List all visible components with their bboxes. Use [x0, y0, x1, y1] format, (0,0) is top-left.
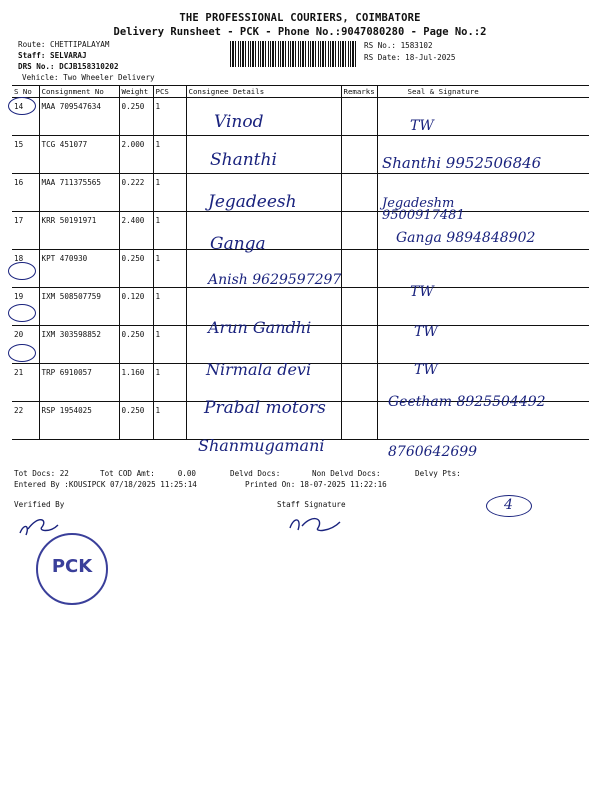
cell-sno: 20 — [12, 326, 39, 364]
handwritten-signature: TW — [414, 324, 438, 340]
cell-sno: 21 — [12, 364, 39, 402]
pck-stamp — [36, 533, 108, 605]
circle-mark — [8, 262, 36, 280]
col-header-weight: Weight — [119, 86, 153, 98]
entered-by: Entered By :KOUSIPCK 07/18/2025 11:25:14 — [14, 480, 197, 489]
cell-consignment: TCG 451077 — [39, 136, 119, 174]
cell-sno: 14 — [12, 98, 39, 136]
handwritten-consignee: Vinod — [214, 112, 264, 132]
barcode — [230, 41, 358, 67]
cell-consignment: IXM 303598852 — [39, 326, 119, 364]
handwritten-signature: Shanthi 9952506846 — [382, 154, 542, 172]
handwritten-signature: Geetham 8925504492 — [388, 394, 546, 410]
route-label: Route: CHETTIPALAYAM — [18, 40, 110, 49]
runsheet-subtitle: Delivery Runsheet - PCK - Phone No.:9047080280 - Page No.:2 — [113, 26, 487, 38]
cell-consignment: RSP 1954025 — [39, 402, 119, 440]
cell-weight: 0.250 — [119, 98, 153, 136]
cell-weight: 2.000 — [119, 136, 153, 174]
cell-sno: 22 — [12, 402, 39, 440]
cell-pcs: 1 — [153, 326, 186, 364]
staff-signature-label: Staff Signature — [277, 500, 346, 509]
cell-pcs: 1 — [153, 136, 186, 174]
handwritten-signature: TW — [414, 362, 438, 378]
handwritten-consignee: Shanthi — [210, 150, 277, 170]
handwritten-consignee: Arun Gandhi — [208, 318, 312, 337]
staff-initials-signature — [286, 508, 356, 536]
rs-date: RS Date: 18-Jul-2025 — [364, 53, 456, 62]
circle-mark — [8, 344, 36, 362]
non-delivered-docs: Non Delvd Docs: — [312, 469, 381, 478]
cell-pcs: 1 — [153, 288, 186, 326]
verified-by-label: Verified By — [14, 500, 65, 509]
handwritten-signature: TW — [410, 284, 434, 300]
cell-weight: 2.400 — [119, 212, 153, 250]
cell-pcs: 1 — [153, 250, 186, 288]
handwritten-consignee: Prabal motors — [204, 398, 326, 418]
cell-sno: 19 — [12, 288, 39, 326]
col-header-seal: Seal & Signature — [377, 86, 589, 98]
stamp-text: PCK — [51, 556, 93, 577]
rs-number: RS No.: 1583102 — [364, 41, 433, 50]
col-header-consignee: Consignee Details — [186, 86, 341, 98]
cell-weight: 0.120 — [119, 288, 153, 326]
cell-pcs: 1 — [153, 212, 186, 250]
staff-label: Staff: SELVARAJ — [18, 51, 87, 60]
printed-on: Printed On: 18-07-2025 11:22:16 — [245, 480, 387, 489]
total-docs: Tot Docs: 22 — [14, 469, 69, 478]
page-mark-number: 4 — [504, 497, 513, 513]
company-title: THE PROFESSIONAL COURIERS, COIMBATORE — [179, 12, 421, 24]
cell-sno: 16 — [12, 174, 39, 212]
cell-weight: 0.250 — [119, 250, 153, 288]
handwritten-consignee: Shanmugamani — [198, 436, 325, 455]
cell-weight: 0.250 — [119, 402, 153, 440]
cell-pcs: 1 — [153, 364, 186, 402]
handwritten-signature: TW — [410, 118, 434, 134]
total-cod-amount: Tot COD Amt: 0.00 — [100, 469, 197, 478]
cell-consignment: MAA 709547634 — [39, 98, 119, 136]
circle-mark — [8, 97, 36, 115]
vehicle-label: Vehicle: Two Wheeler Delivery — [22, 73, 155, 82]
handwritten-consignee: Jegadeesh — [208, 192, 297, 212]
runsheet-table — [12, 85, 589, 440]
handwritten-consignee: Anish 9629597297 — [208, 272, 342, 288]
delivery-points: Delvy Pts: — [415, 469, 461, 478]
cell-sno: 18 — [12, 250, 39, 288]
cell-consignment: KRR 50191971 — [39, 212, 119, 250]
handwritten-consignee: Ganga — [210, 234, 266, 254]
handwritten-signature: Jegadeshm 9500917481 — [382, 196, 465, 223]
col-header-consignment: Consignment No — [39, 86, 119, 98]
col-header-pcs: PCS — [153, 86, 186, 98]
cell-weight: 0.222 — [119, 174, 153, 212]
cell-weight: 0.250 — [119, 326, 153, 364]
table-row — [12, 98, 589, 136]
cell-consignment: MAA 711375565 — [39, 174, 119, 212]
cell-consignment: KPT 470930 — [39, 250, 119, 288]
circle-mark — [8, 304, 36, 322]
cell-consignment: IXM 508507759 — [39, 288, 119, 326]
table-header-row — [12, 86, 589, 98]
handwritten-signature: 8760642699 — [388, 444, 478, 460]
page-mark-circle — [486, 495, 532, 517]
col-header-sno: S No — [12, 86, 39, 98]
cell-sno: 17 — [12, 212, 39, 250]
handwritten-consignee: Nirmala devi — [206, 360, 312, 379]
cell-pcs: 1 — [153, 402, 186, 440]
cell-pcs: 1 — [153, 98, 186, 136]
cell-weight: 1.160 — [119, 364, 153, 402]
drs-label: DRS No.: DCJB158310202 — [18, 62, 119, 71]
cell-consignment: TRP 6910057 — [39, 364, 119, 402]
col-header-remarks: Remarks — [341, 86, 377, 98]
delivered-docs: Delvd Docs: — [230, 469, 281, 478]
cell-pcs: 1 — [153, 174, 186, 212]
cell-sno: 15 — [12, 136, 39, 174]
handwritten-signature: Ganga 9894848902 — [396, 230, 536, 246]
